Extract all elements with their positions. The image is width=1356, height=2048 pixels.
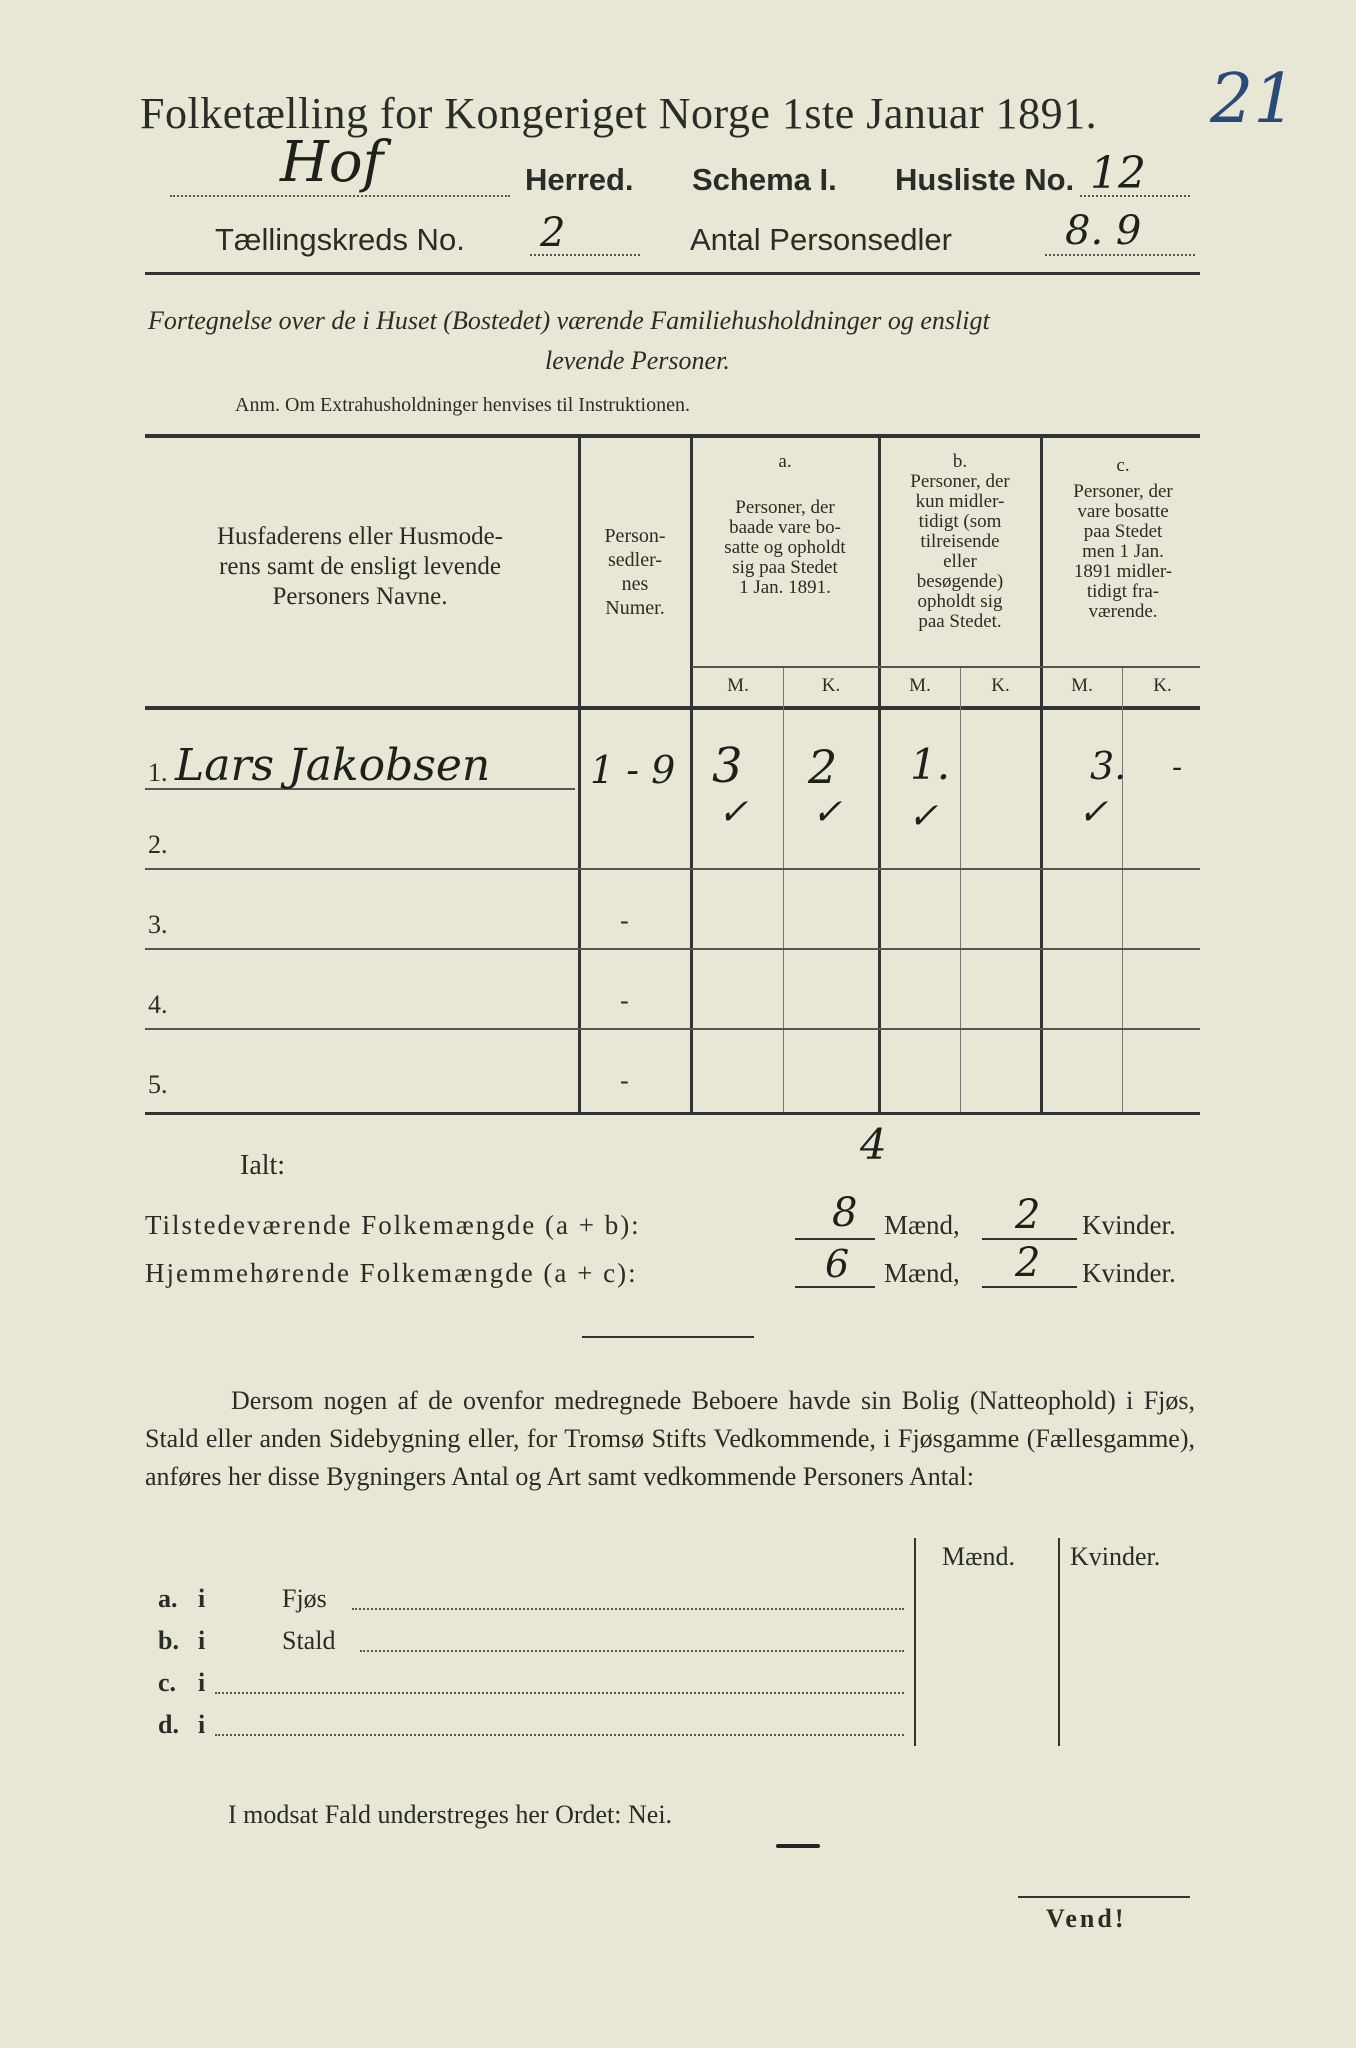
section-divider xyxy=(582,1336,754,1338)
modsat-note: I modsat Fald understreges her Ordet: Nei. xyxy=(228,1800,673,1829)
row-b-m: 1. xyxy=(910,740,951,789)
bolig-dots xyxy=(215,1734,904,1736)
row-c-k: - xyxy=(1172,750,1183,785)
row-number: 1. xyxy=(148,758,168,787)
vend-label: Vend! xyxy=(1046,1904,1127,1933)
col-divider-a-mk xyxy=(783,668,784,1112)
col-name-header: Husfaderens eller Husmode- rens samt de ensligt levende Personers Navne. xyxy=(216,523,503,610)
row-a-k-check: ✓ xyxy=(812,792,843,833)
tilst-kvinder-label: Kvinder. xyxy=(1082,1210,1176,1240)
col-divider-b xyxy=(1040,436,1043,1112)
row-c-m: 3. xyxy=(1090,744,1127,788)
form-title: Folketælling for Kongeriget Norge 1ste Januar 1891. xyxy=(140,89,1098,138)
hjem-maend-line xyxy=(795,1286,875,1288)
row-2-rule xyxy=(145,868,1200,870)
row-number: 5. xyxy=(148,1070,168,1099)
herred-label: Herred. xyxy=(525,162,634,197)
bolig-col-divider-1 xyxy=(914,1538,916,1746)
husliste-no: 12 xyxy=(1090,148,1146,199)
antal-label: Antal Personsedler xyxy=(690,222,952,257)
kreds-dots xyxy=(530,254,640,256)
row-person-num: - xyxy=(620,906,629,935)
row-number: 2. xyxy=(148,830,168,859)
row-number: 3. xyxy=(148,910,168,939)
intro-line-2: levende Personer. xyxy=(545,346,730,375)
nei-underline xyxy=(776,1844,820,1848)
bolig-i: i xyxy=(198,1668,206,1697)
col-num-header: Person- sedler- nes Numer. xyxy=(604,525,666,619)
row-number: 4. xyxy=(148,990,168,1019)
hjem-kvinder-label: Kvinder. xyxy=(1082,1258,1176,1288)
bolig-label-stald: Stald xyxy=(282,1626,336,1655)
col-divider-name xyxy=(578,436,581,1112)
tilst-kvinder-value: 2 xyxy=(1015,1192,1041,1238)
bolig-kvinder-header: Kvinder. xyxy=(1070,1542,1161,1571)
bolig-col-divider-2 xyxy=(1058,1538,1060,1746)
col-divider-c-mk xyxy=(1122,668,1123,1112)
row-name: Lars Jakobsen xyxy=(175,740,491,791)
col-b-k: K. xyxy=(991,675,1010,696)
hjem-maend-label: Mænd, xyxy=(884,1258,960,1288)
hjem-maend-value: 6 xyxy=(825,1242,850,1286)
bolig-letter: b. xyxy=(158,1626,179,1655)
col-b-m: M. xyxy=(909,675,931,696)
row-person-num: 1 - 9 xyxy=(590,748,676,792)
row-person-num: - xyxy=(620,986,629,1015)
ialt-label: Ialt: xyxy=(240,1150,286,1181)
hjem-kvinder-value: 2 xyxy=(1015,1240,1041,1286)
corner-number: 21 xyxy=(1210,60,1297,139)
tilst-maend-value: 8 xyxy=(832,1190,858,1236)
col-c-k: K. xyxy=(1153,675,1172,696)
herred-name: Hof xyxy=(280,130,384,195)
row-3-rule xyxy=(145,948,1200,950)
ialt-above-value: 4 xyxy=(860,1120,887,1169)
row-b-m-check: ✓ xyxy=(908,796,939,837)
col-b-header: b. Personer, der kun midler- tidigt (som tilreisende eller besøgende) opholdt sig paa Stedet. xyxy=(910,451,1010,632)
schema-label: Schema I. xyxy=(692,162,837,197)
bolig-i: i xyxy=(198,1626,206,1655)
tilst-maend-label: Mænd, xyxy=(884,1210,960,1240)
antal-dots xyxy=(1045,254,1195,256)
hjem-label: Hjemmehørende Folkemængde (a + c): xyxy=(145,1258,638,1288)
row-4-rule xyxy=(145,1028,1200,1030)
col-a-k: K. xyxy=(821,675,841,696)
col-c-m: M. xyxy=(1071,675,1093,696)
row-a-k: 2 xyxy=(808,740,838,794)
row-a-m-check: ✓ xyxy=(718,792,749,833)
bolig-dots xyxy=(352,1608,904,1610)
kreds-label: Tællingskreds No. xyxy=(215,222,465,257)
bolig-letter: d. xyxy=(158,1710,179,1739)
table-bottom-rule xyxy=(145,1112,1200,1115)
row-person-num: - xyxy=(620,1066,629,1095)
col-a-m: M. xyxy=(727,675,749,696)
husliste-label: Husliste No. xyxy=(895,162,1075,197)
col-c-header: c. Personer, der vare bosatte paa Stedet men 1 Jan. 1891 midler- tidigt fra- værende. xyxy=(1073,455,1173,622)
bolig-letter: a. xyxy=(158,1584,178,1613)
bolig-label-fjos: Fjøs xyxy=(282,1584,327,1613)
hjem-kvinder-line xyxy=(982,1286,1077,1288)
header-rule xyxy=(145,272,1200,275)
col-a-header: a. Personer, der baade vare bo- satte og opholdt sig paa Stedet 1 Jan. 1891. xyxy=(724,451,846,598)
col-divider-a xyxy=(878,436,881,1112)
bolig-dots xyxy=(360,1650,904,1652)
herred-dots xyxy=(170,195,510,197)
bolig-i: i xyxy=(198,1710,206,1739)
instruction-note: Anm. Om Extrahusholdninger henvises til Instruktionen. xyxy=(235,394,690,416)
tilst-label: Tilstedeværende Folkemængde (a + b): xyxy=(145,1210,641,1240)
bolig-dots xyxy=(215,1692,904,1694)
kreds-no: 2 xyxy=(540,210,566,256)
intro-line-1: Fortegnelse over de i Huset (Bostedet) værende Familiehusholdninger og ensligt xyxy=(148,306,990,335)
vend-rule xyxy=(1018,1896,1190,1898)
tilst-maend-line xyxy=(795,1238,875,1240)
col-divider-num xyxy=(690,436,693,1112)
husliste-dots xyxy=(1080,195,1190,197)
col-divider-b-mk xyxy=(960,668,961,1112)
mk-header-rule xyxy=(692,666,1200,668)
row-a-m: 3 xyxy=(712,738,743,794)
bolig-i: i xyxy=(198,1584,206,1613)
bolig-paragraph: Dersom nogen af de ovenfor medregnede Beboere havde sin Bolig (Natteophold) i Fjøs, Stald eller anden Sidebygning eller, for Tromsø Stifts Vedkommende, i Fjøsgamme (Fællesgamme), anføres her disse Bygningers Antal og Art samt vedkommende Personers Antal: xyxy=(145,1386,1195,1491)
row-c-m-check: ✓ xyxy=(1078,792,1109,833)
bolig-maend-header: Mænd. xyxy=(942,1542,1015,1571)
antal-value: 8. 9 xyxy=(1065,208,1142,254)
bolig-letter: c. xyxy=(158,1668,177,1697)
